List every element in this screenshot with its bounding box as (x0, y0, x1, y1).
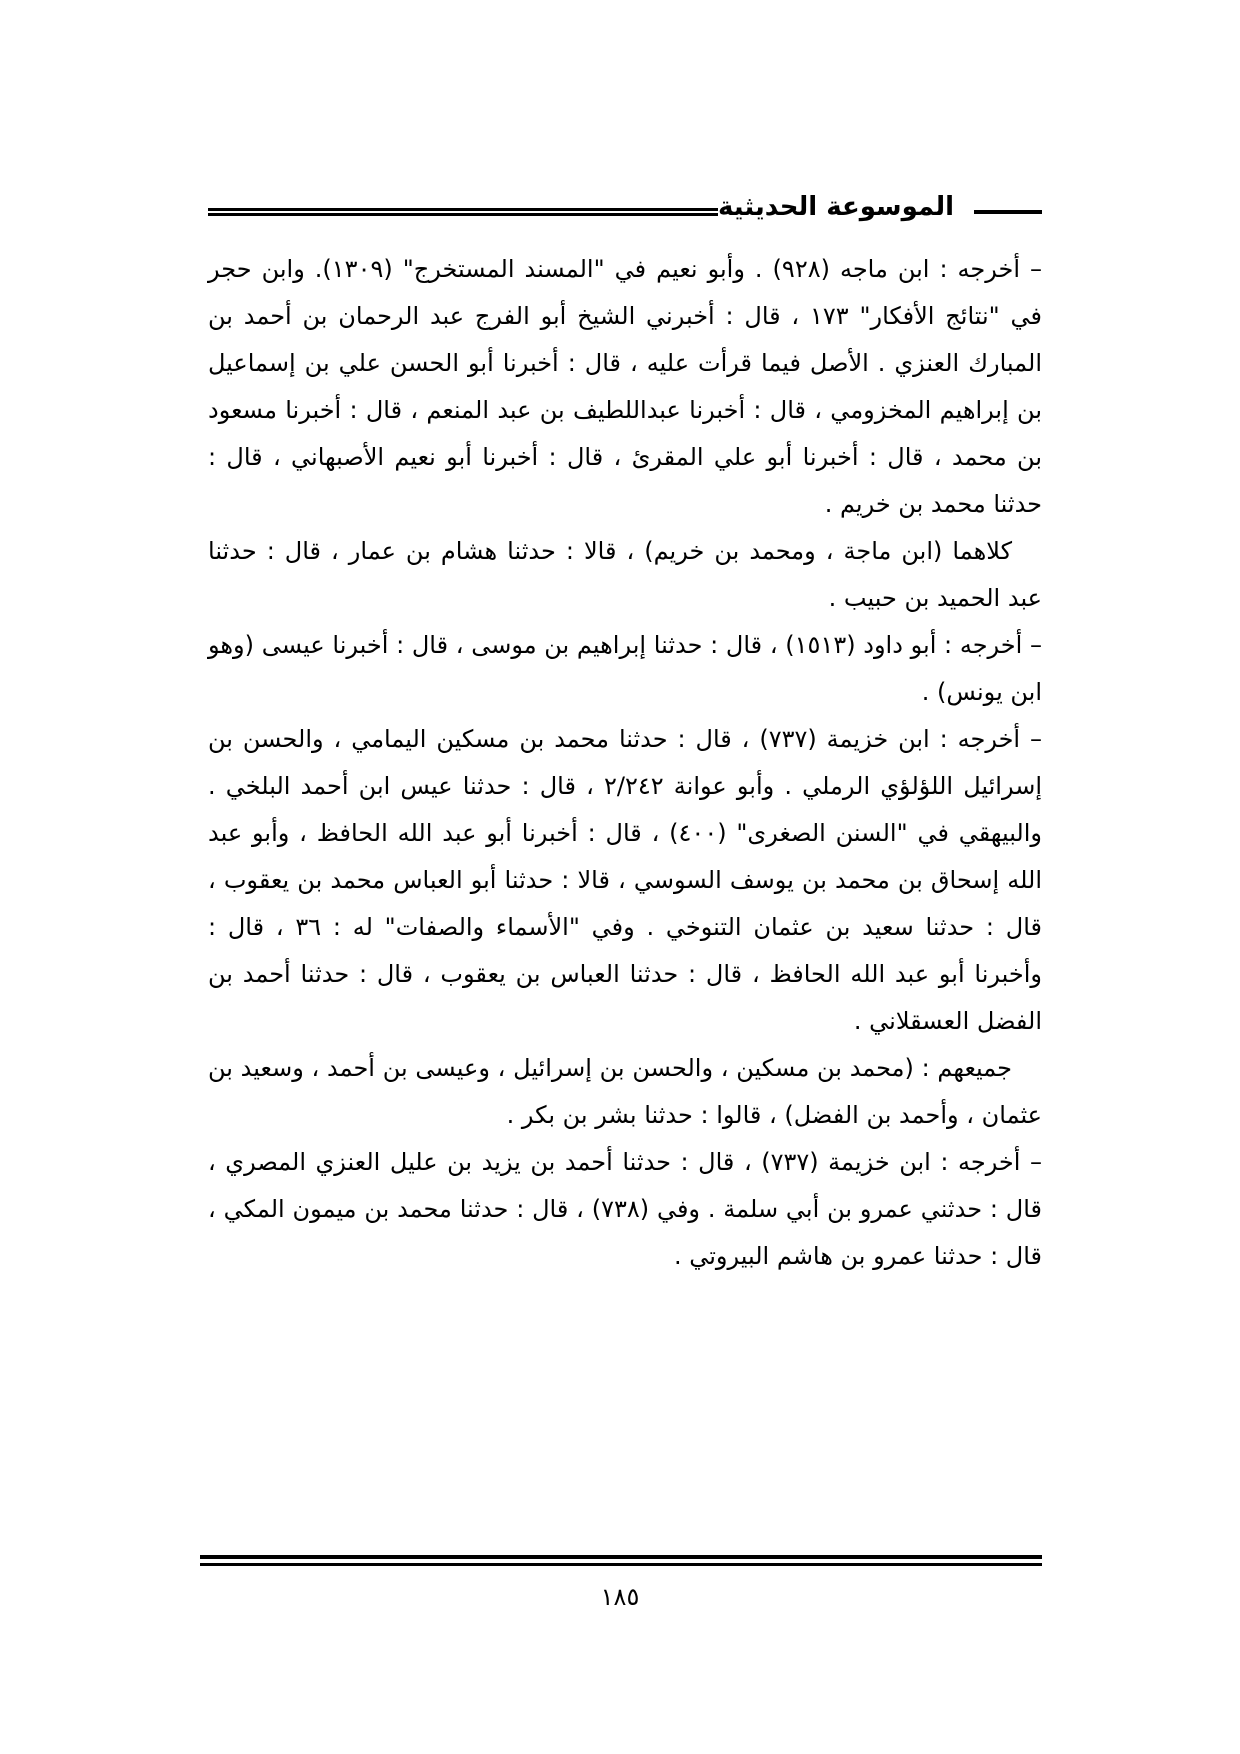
header-rule-right (974, 210, 1042, 214)
paragraph-all-narrators: جميعهم : (محمد بن مسكين ، والحسن بن إسرائيل ، وعيسى بن أحمد ، وسعيد بن عثمان ، وأحمد بن الفضل) ، قالوا : حدثنا بشر بن بكر . (208, 1054, 1042, 1129)
header-rule-left (208, 208, 718, 216)
page-header (208, 190, 1042, 230)
paragraph-ibn-khuzaymah-second: – أخرجه : ابن خزيمة (٧٣٧) ، قال : حدثنا أحمد بن يزيد بن عليل العنزي المصري ، قال : حدثني عمرو بن أبي سلمة . وفي (٧٣٨) ، قال : حدثنا محمد بن ميمون المكي ، قال : حدثنا عمرو بن هاشم البيروتي . (208, 1148, 1042, 1270)
page-number: ١٨٥ (600, 1583, 640, 1611)
paragraph-both-narrators: كلاهما (ابن ماجة ، ومحمد بن خريم) ، قالا : حدثنا هشام بن عمار ، قال : حدثنا عبد الحميد بن حبيب . (208, 537, 1042, 612)
paragraph-ibn-majah: – أخرجه : ابن ماجه (٩٢٨) . وأبو نعيم في "المسند المستخرج" (١٣٠٩). وابن حجر في "نتائج الأفكار" ١٧٣ ، قال : أخبرني الشيخ أبو الفرج عبد الرحمان بن أحمد بن المبارك العنزي . الأصل فيما قرأت عليه ، قال : أخبرنا أبو الحسن علي بن إسماعيل بن إبراهيم المخزومي ، قال : أخبرنا عبداللطيف بن عبد المنعم ، قال : أخبرنا مسعود بن محمد ، قال : أخبرنا أبو علي المقرئ ، قال : أخبرنا أبو نعيم الأصبهاني ، قال : حدثنا محمد بن خريم . (208, 255, 1042, 518)
footer-rule (200, 1555, 1042, 1566)
page-body (208, 246, 1042, 1280)
paragraph-ibn-khuzaymah: – أخرجه : ابن خزيمة (٧٣٧) ، قال : حدثنا محمد بن مسكين اليمامي ، والحسن بن إسرائيل اللؤلؤي الرملي . وأبو عوانة ٢/٢٤٢ ، قال : حدثنا عيس ابن أحمد البلخي . والبيهقي في "السنن الصغرى" (٤٠٠) ، قال : أخبرنا أبو عبد الله الحافظ ، وأبو عبد الله إسحاق بن محمد بن يوسف السوسي ، قالا : حدثنا أبو العباس محمد بن يعقوب ، قال : حدثنا سعيد بن عثمان التنوخي . وفي "الأسماء والصفات" له : ٣٦ ، قال : وأخبرنا أبو عبد الله الحافظ ، قال : حدثنا العباس بن يعقوب ، قال : حدثنا أحمد بن الفضل العسقلاني . (208, 725, 1043, 1035)
book-title: الموسوعة الحديثية (717, 192, 954, 222)
paragraph-abu-dawud: – أخرجه : أبو داود (١٥١٣) ، قال : حدثنا إبراهيم بن موسى ، قال : أخبرنا عيسى (وهو ابن يونس) . (208, 631, 1042, 706)
